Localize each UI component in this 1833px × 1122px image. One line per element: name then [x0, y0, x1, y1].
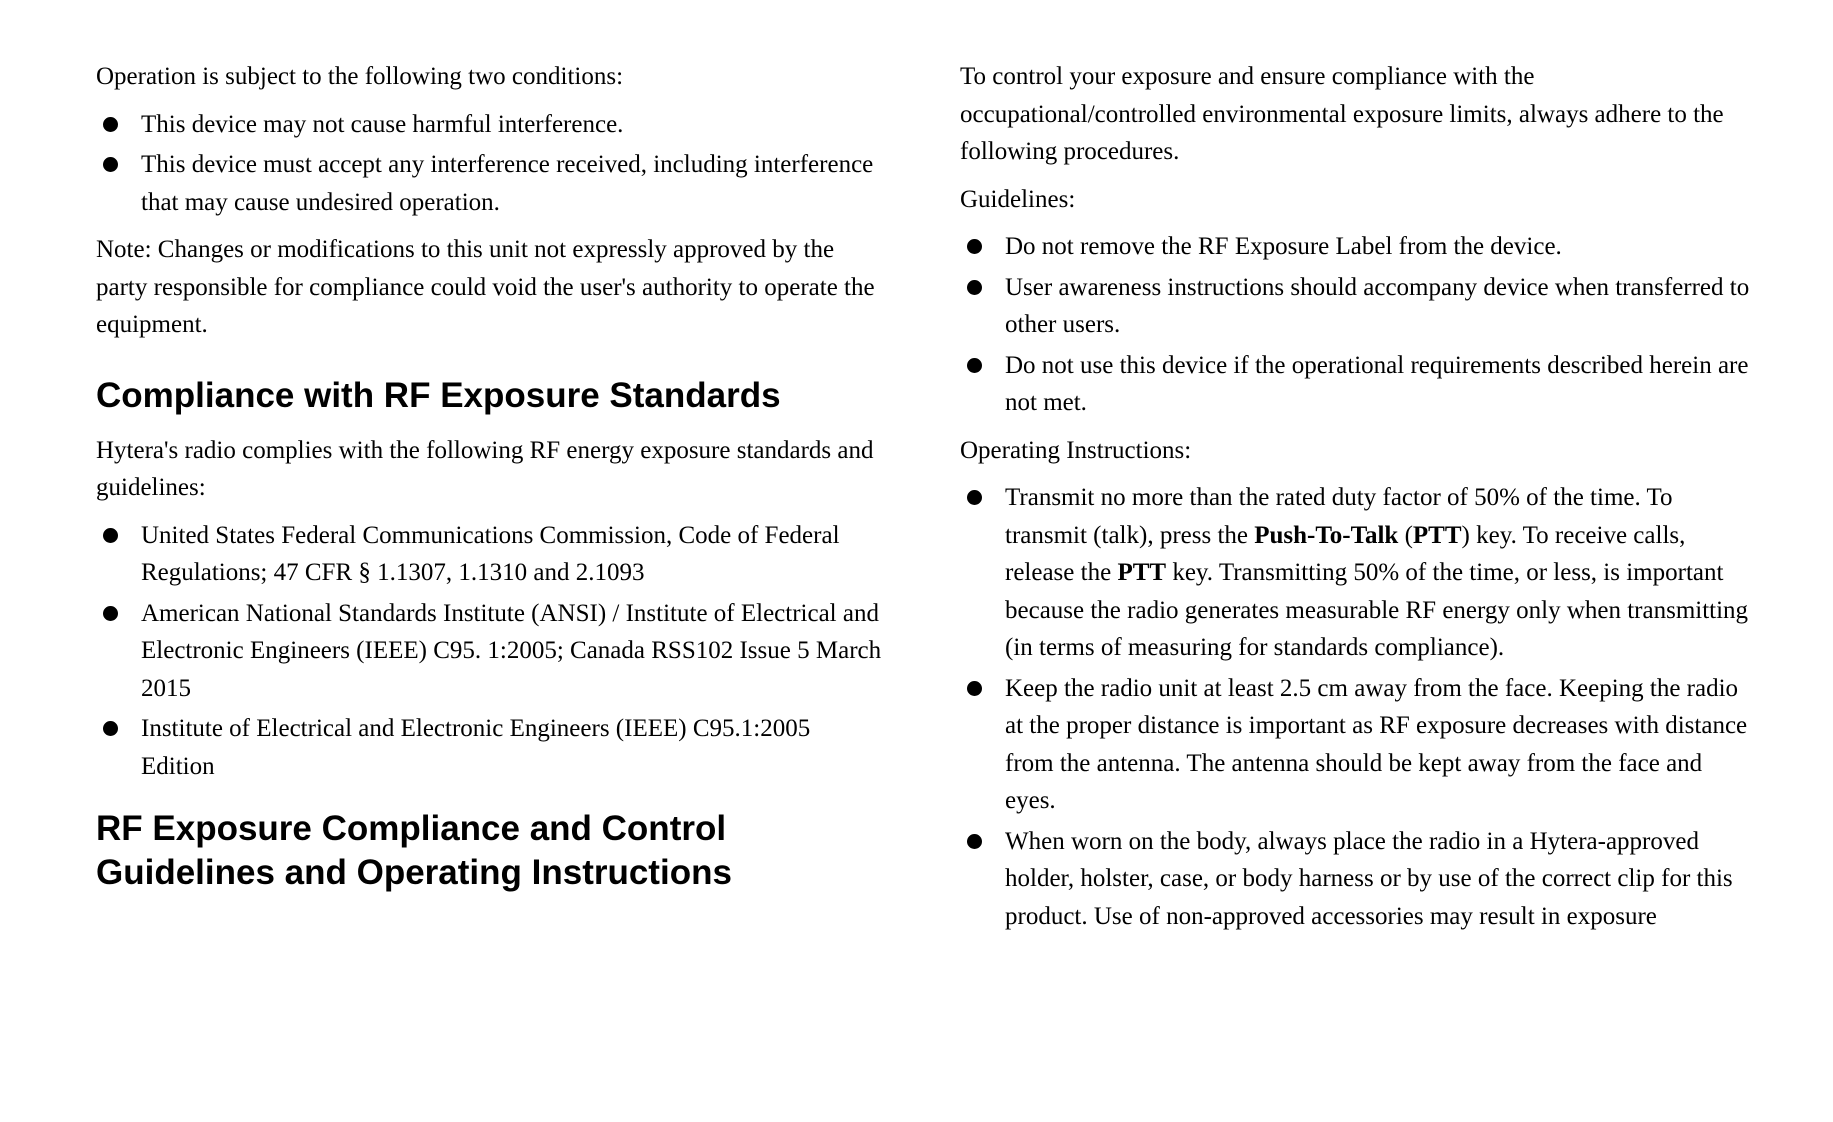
- list-item: This device must accept any interference received, including interference that may cause undesired operation.: [96, 146, 886, 221]
- modification-note: Note: Changes or modifications to this unit not expressly approved by the party responsible for compliance could void the user's authority to operate the equipment.: [96, 236, 875, 338]
- ptt-term: PTT: [1117, 559, 1167, 586]
- heading-rf-standards: Compliance with RF Exposure Standards: [96, 375, 781, 415]
- operating-list: [960, 479, 1750, 935]
- standards-list: [96, 517, 886, 786]
- list-item: American National Standards Institute (ANSI) / Institute of Electrical and Electronic Engineers (IEEE) C95. 1:2005; Canada RSS102 Issue 5 March 2015: [96, 595, 886, 708]
- conditions-list: [96, 106, 886, 222]
- guidelines-list: [960, 228, 1750, 422]
- conditions-intro: Operation is subject to the following two conditions:: [96, 63, 624, 90]
- list-item: Institute of Electrical and Electronic Engineers (IEEE) C95.1:2005 Edition: [96, 710, 886, 785]
- list-item: Transmit no more than the rated duty factor of 50% of the time. To transmit (talk), press the Push-To-Talk (PTT) key. To receive calls, release the PTT key. Transmitting 50% of the time, or less, is important because the radio generates measurable RF energy only when transmitting (in terms of measuring for standards compliance).: [960, 479, 1750, 667]
- push-to-talk-term: Push-To-Talk: [1254, 521, 1399, 549]
- list-item: United States Federal Communications Commission, Code of Federal Regulations; 47 CFR § 1.1307, 1.1310 and 2.1093: [96, 517, 886, 592]
- standards-intro: Hytera's radio complies with the following RF energy exposure standards and guidelines:: [96, 436, 874, 501]
- ptt-term: PTT: [1412, 521, 1462, 549]
- list-item: Do not remove the RF Exposure Label from the device.: [960, 228, 1750, 266]
- list-item: Do not use this device if the operational requirements described herein are not met.: [960, 347, 1750, 422]
- right-column: [960, 58, 1750, 945]
- heading-rf-guidelines: RF Exposure Compliance and Control Guidelines and Operating Instructions: [96, 809, 732, 892]
- guidelines-label: Guidelines:: [960, 185, 1076, 213]
- operating-label: Operating Instructions:: [960, 436, 1192, 464]
- list-item: When worn on the body, always place the radio in a Hytera-approved holder, holster, case, or body harness or by use of the correct clip for this product. Use of non-approved accessories may result in exposure: [960, 823, 1750, 936]
- list-item: This device may not cause harmful interference.: [96, 106, 886, 144]
- list-item: User awareness instructions should accompany device when transferred to other users.: [960, 269, 1750, 344]
- left-column: [96, 58, 886, 909]
- list-item: Keep the radio unit at least 2.5 cm away from the face. Keeping the radio at the proper distance is important as RF exposure decreases with distance from the antenna. The antenna should be kept away from the face and eyes.: [960, 670, 1750, 820]
- procedures-intro: To control your exposure and ensure compliance with the occupational/controlled environmental exposure limits, always adhere to the following procedures.: [960, 63, 1724, 165]
